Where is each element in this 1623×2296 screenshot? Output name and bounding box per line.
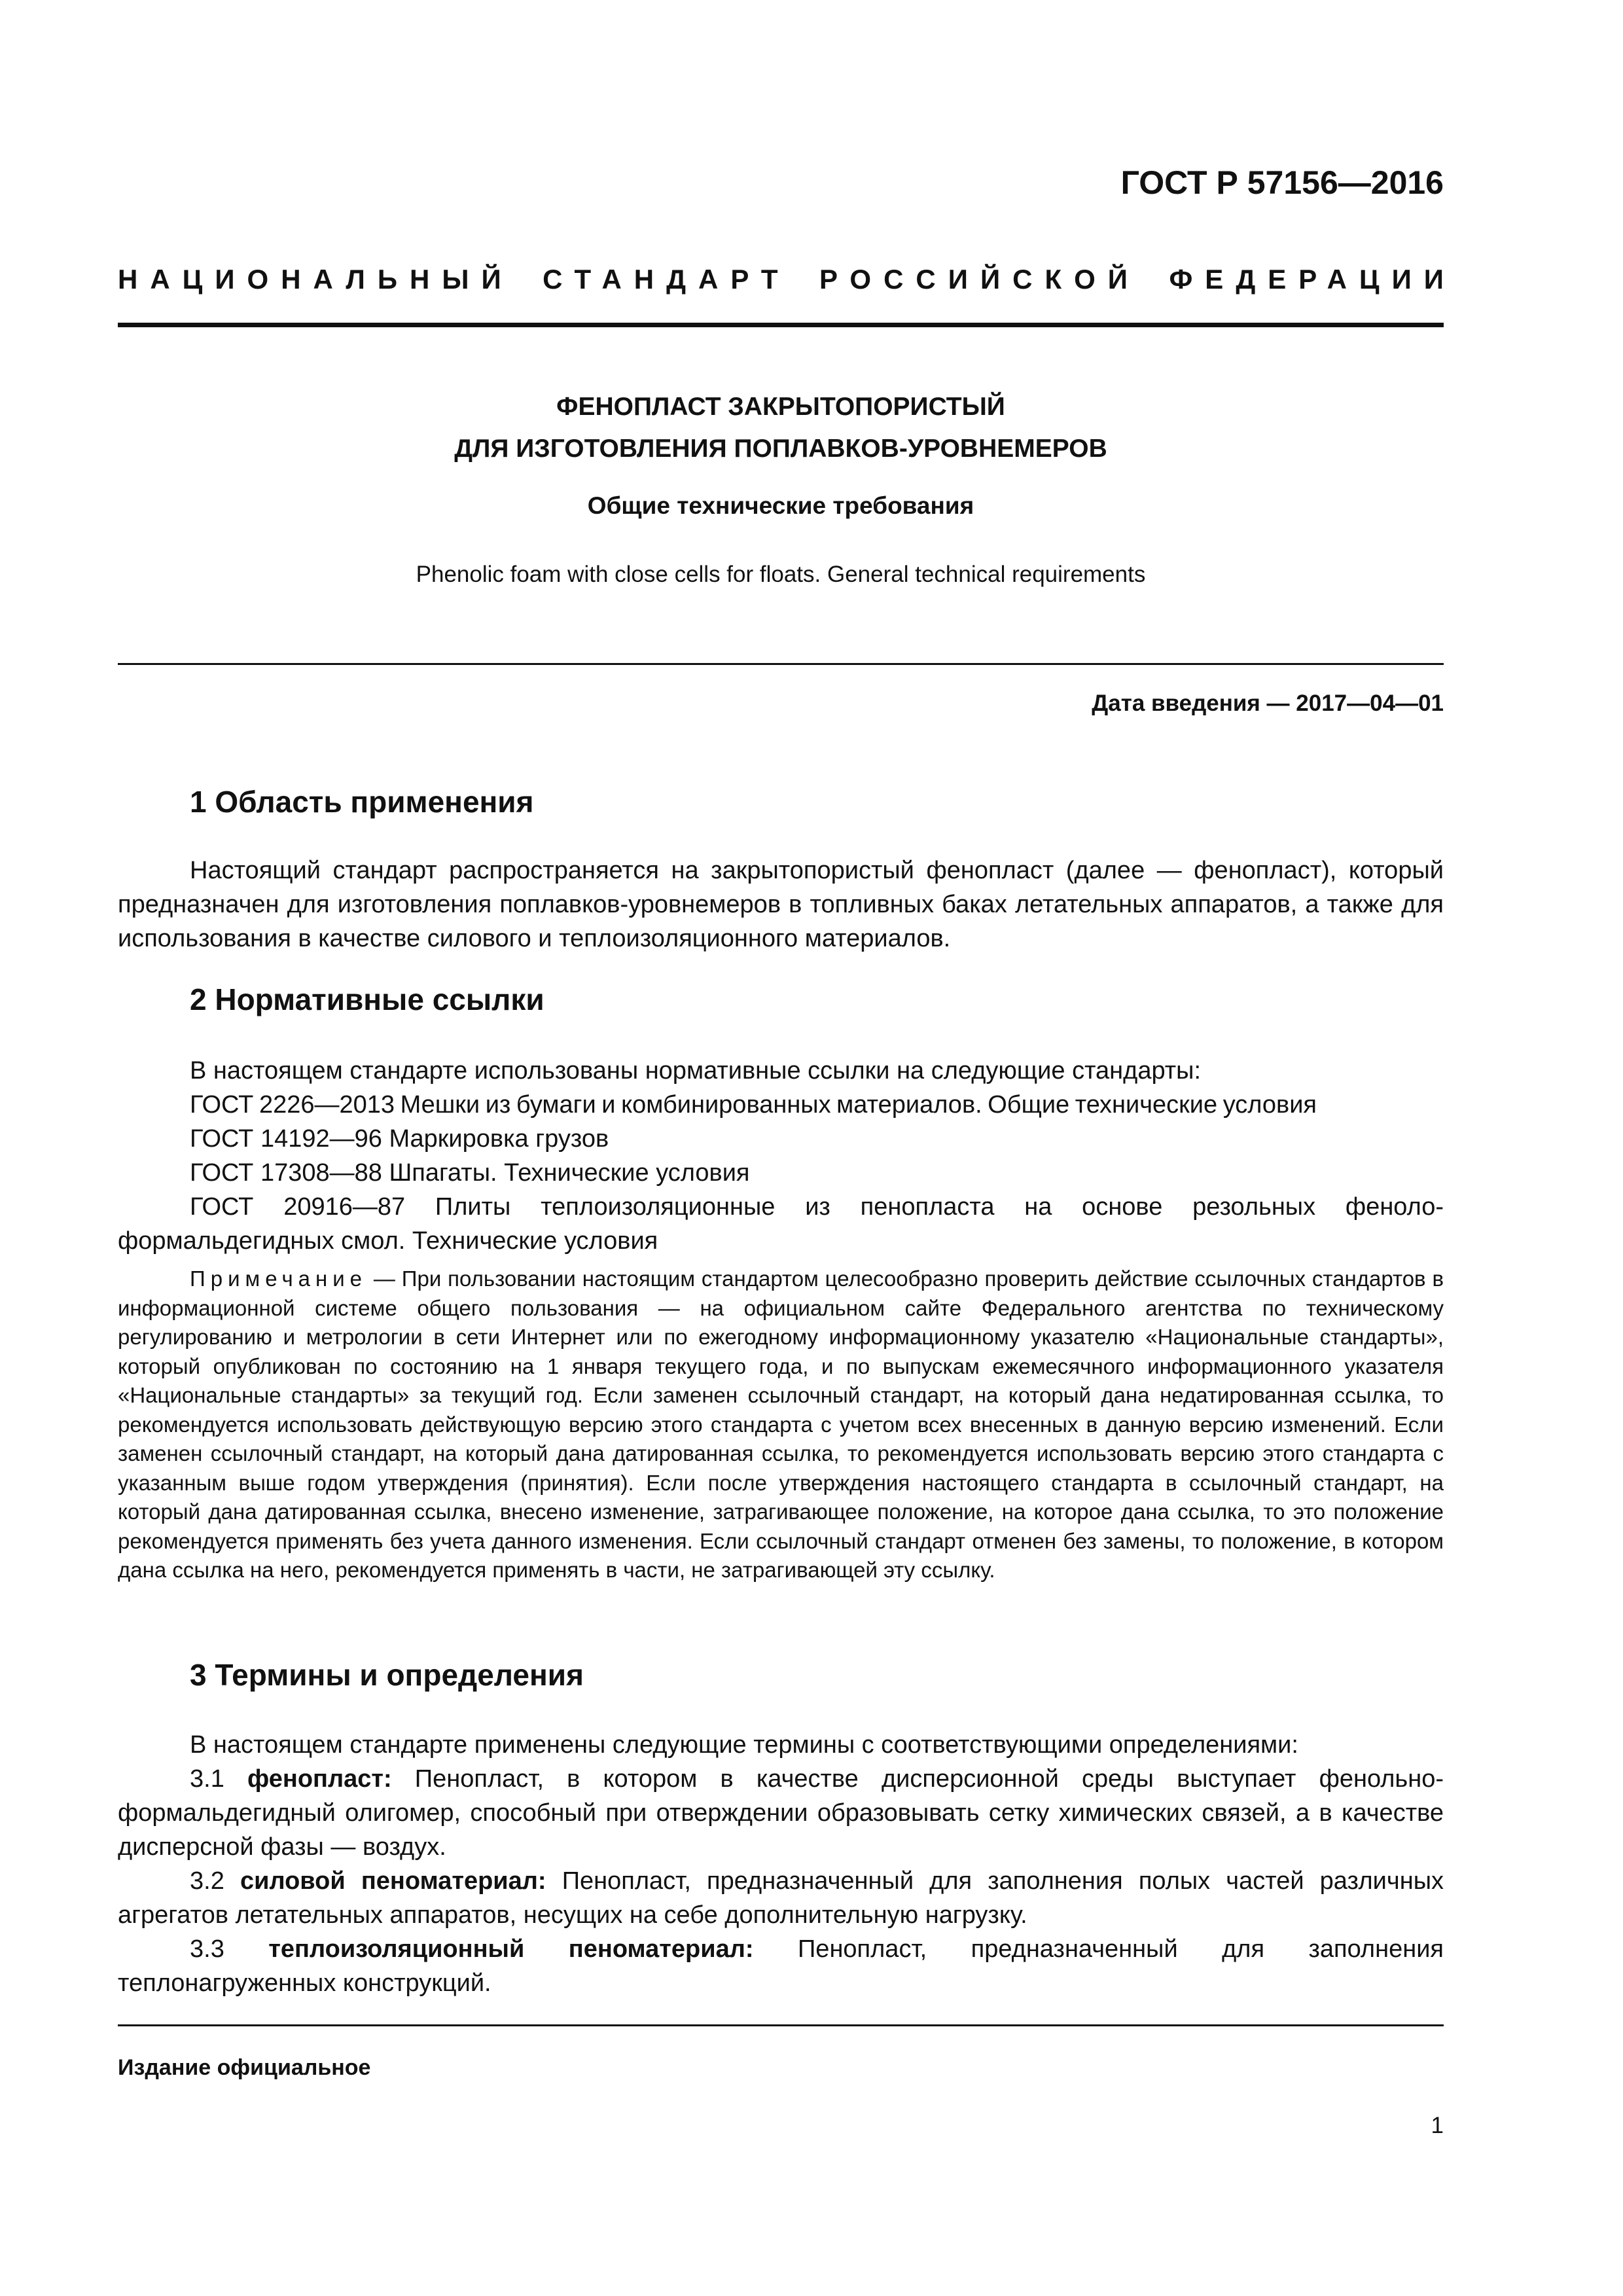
term-name: теплоизоляционный пеноматериал: [268,1935,754,1963]
national-standard-banner [118,264,1456,295]
term-text: Пенопласт, предназначенный для заполнения теплонагруженных конструкций. [118,1935,1444,1997]
document-page [118,0,1456,2296]
official-edition-label: Издание официальное [118,2055,371,2080]
document-title [118,386,1444,470]
references-intro: В настоящем стандарте использованы нормативные ссылки на следующие стандарты: [190,1057,1202,1085]
title-line-2: ДЛЯ ИЗГОТОВЛЕНИЯ ПОПЛАВКОВ-УРОВНЕМЕРОВ [454,435,1107,463]
gost-code: ГОСТ Р 57156—2016 [1120,164,1444,201]
normative-references [118,1054,1444,1258]
term-definition [118,1864,1444,1932]
section-1-heading: 1 Область применения [190,785,534,819]
references-note [118,1265,1444,1585]
banner-word: НАЦИОНАЛЬНЫЙ [118,264,514,295]
term-name: фенопласт: [247,1765,392,1793]
reference-item: ГОСТ 2226—2013 Мешки из бумаги и комбинированных материалов. Общие технические условия [190,1091,1317,1119]
reference-item: ГОСТ 17308—88 Шпагаты. Технические условия [190,1159,750,1187]
section-2-heading: 2 Нормативные ссылки [190,982,544,1016]
term-text: Пенопласт, предназначенный для заполнения полых частей различных агрегатов летательных аппаратов, несущих на себе дополнительную нагрузку. [118,1867,1444,1929]
banner-word: РОССИЙСКОЙ [819,264,1140,295]
document-subtitle: Общие технические требования [587,492,974,519]
term-number: 3.3 [190,1935,269,1963]
english-title: Phenolic foam with close cells for floats. General technical requirements [416,562,1146,587]
reference-item: ГОСТ 14192—96 Маркировка грузов [190,1125,609,1153]
banner-word: ФЕДЕРАЦИИ [1169,264,1456,295]
title-line-1: ФЕНОПЛАСТ ЗАКРЫТОПОРИСТЫЙ [556,393,1005,421]
term-definition [118,1932,1444,2000]
reference-item: ГОСТ 20916—87 Плиты теплоизоляционные из пенопласта на основе резольных феноло-формальдегидных смол. Технические условия [118,1193,1444,1255]
header-rule [118,323,1444,327]
term-definition [118,1762,1444,1864]
page-number: 1 [1431,2113,1444,2138]
term-text: Пенопласт, в котором в качестве дисперсионной среды выступает фенольно-формальдегидный олигомер, способный при отверждении образовывать сетку химических связей, а в качестве дисперсной фазы — воздух. [118,1765,1444,1861]
date-of-introduction: Дата введения — 2017—04—01 [1092,691,1444,716]
note-text: — При пользовании настоящим стандартом целесообразно проверить действие ссылочных стандартов в информационной системе общего пользования — на официальном сайте Федерального агентства по техническому регулированию и метрологии в сети Интернет или по ежегодному информационному указателю «Национальные стандарты», который опубликован по состоянию на 1 января текущего года, и по выпускам ежемесячного информационного указателя «Национальные стандарты» за текущий год. Если заменен ссылочный стандарт, на который дана недатированная ссылка, то рекомендуется использовать действующую версию этого стандарта с учетом всех внесенных в данную версию изменений. Если заменен ссылочный стандарт, на который дана датированная ссылка, то рекомендуется использовать версию этого стандарта с указанным выше годом утверждения (принятия). Если после утверждения настоящего стандарта в ссылочный стандарт, на который дана датированная ссылка, внесено изменение, затрагивающее положение, на которое дана ссылка, то это положение рекомендуется применять без учета данного изменения. Если ссылочный стандарт отменен без замены, то положение, в котором дана ссылка на него, рекомендуется применять в части, не затрагивающей эту ссылку. [118,1266,1444,1582]
title-rule [118,663,1444,665]
term-number: 3.1 [190,1765,247,1793]
section-3-heading: 3 Термины и определения [190,1658,584,1692]
term-number: 3.2 [190,1867,240,1895]
note-label: Примечание [190,1266,368,1291]
terms-intro: В настоящем стандарте применены следующие термины с соответствующими определениями: [190,1731,1298,1759]
section-1-text: Настоящий стандарт распространяется на закрытопористый фенопласт (далее — фенопласт), который предназначен для изготовления поплавков-уровнемеров в топливных баках летательных аппаратов, а также для использования в качестве силового и теплоизоляционного материалов. [118,857,1444,952]
banner-word: СТАНДАРТ [543,264,791,295]
footer-rule [118,2024,1444,2026]
term-name: силовой пеноматериал: [240,1867,546,1895]
